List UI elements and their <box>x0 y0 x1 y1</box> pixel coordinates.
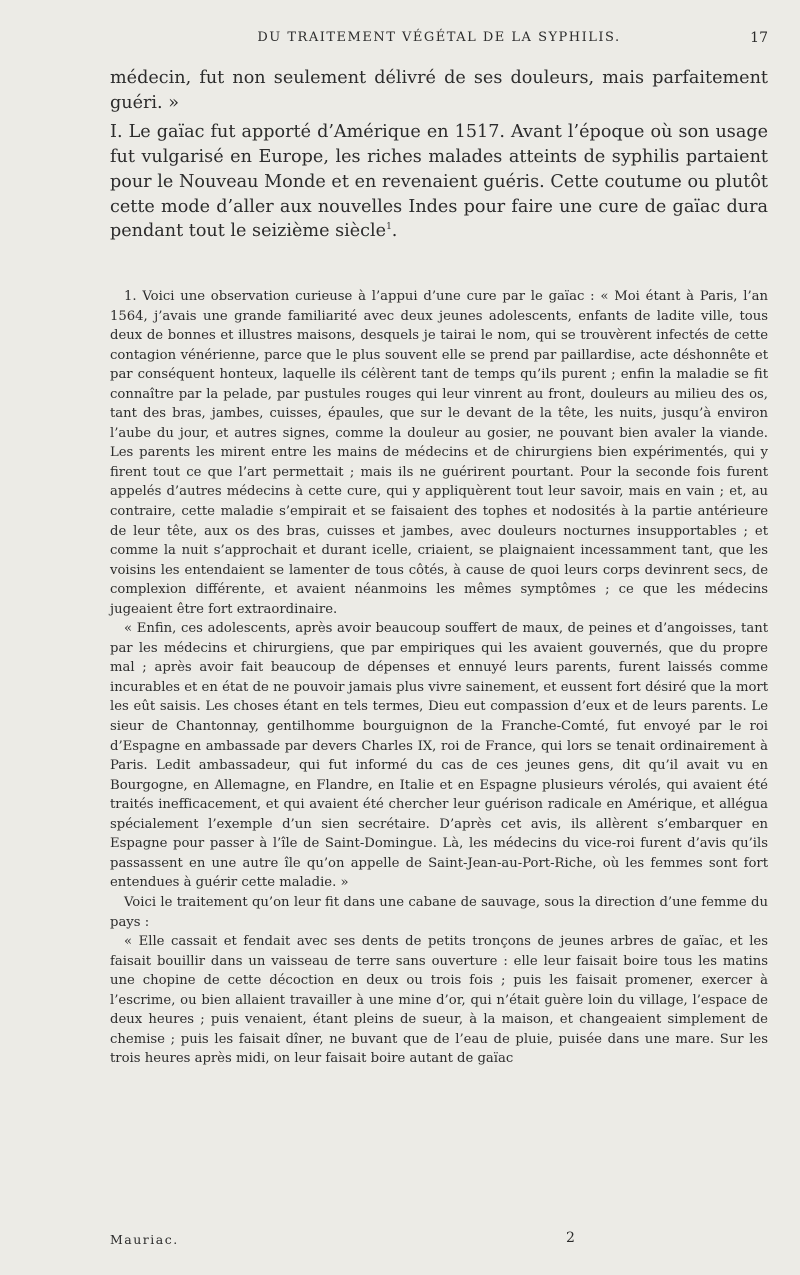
main-text <box>110 66 768 244</box>
main-paragraph <box>110 120 768 245</box>
page-number: 17 <box>750 30 768 46</box>
running-title: DU TRAITEMENT VÉGÉTAL DE LA SYPHILIS. <box>257 30 621 45</box>
footnote-paragraph-2: « Enfin, ces adolescents, après avoir beaucoup souffert de maux, de peines et d’angoisses, tant par les médecins et chirurgiens, que par empiriques qui les avaient gouvernés, que du propre mal ; après avoir fait beaucoup de dépenses et ennuyé leurs parents, furent laissés comme incurables et en état de ne pouvoir jamais plus vivre sainement, et eussent fort désiré que la mort les eût saisis. Les choses étant en tels termes, Dieu eut compassion d’eux et de leurs parents. Le sieur de Chantonnay, gentilhomme bourguignon de la Franche-Comté, fut envoyé par le roi d’Espagne en ambassade par devers Charles IX, roi de France, qui lors se tenait ordinairement à Paris. Ledit ambassadeur, qui fut informé du cas de ces jeunes gens, dit qu’il avait vu en Bourgogne, en Allemagne, en Flandre, en Italie et en Espagne plusieurs vérolés, qui avaient été traités inefficacement, et qui avaient été chercher leur guérison radicale en Amérique, et allégua spécialement l’exemple d’un sien secrétaire. D’après cet avis, ils allèrent s’embarquer en Espagne pour passer à l’île de Saint-Domingue. Là, les médecins du vice-roi furent d’avis qu’ils passassent en une autre île qu’on appelle de Saint-Jean-au-Port-Riche, où les femmes sont fort entendues à guérir cette maladie. » <box>110 621 768 891</box>
footnote <box>110 287 768 1069</box>
footnote-paragraph-3: Voici le traitement qu’on leur fit dans une cabane de sauvage, sous la direction d’une femme du pays : <box>110 894 768 930</box>
main-paragraph-period: . <box>391 221 398 242</box>
page-header <box>110 30 768 50</box>
main-paragraph-continued: médecin, fut non seulement délivré de ses douleurs, mais parfaitement guéri. » <box>110 68 768 113</box>
signature-author: Mauriac. <box>110 1232 179 1247</box>
footnote-marker: 1 <box>386 222 392 233</box>
page-footer <box>110 1232 768 1252</box>
signature-number: 2 <box>566 1230 575 1246</box>
footnote-paragraph-1: 1. Voici une observation curieuse à l’appui d’une cure par le gaïac : « Moi étant à Paris, l’an 1564, j’avais une grande familiarité avec deux jeunes adolescents, enfants de ladite ville, tous deux de bonnes et illustres maisons, desquels je tairai le nom, qui se trouvèrent infectés de cette contagion vénérienne, parce que le plus souvent elle se prend par paillardise, acte déshonnête et par conséquent honteux, laquelle ils célèrent tant de temps qu’ils purent ; enfin la maladie se fit connaître par la pelade, par pustules rouges qui leur vinrent au front, douleurs au milieu des os, tant des bras, jambes, cuisses, épaules, que sur le devant de la tête, les nuits, jusqu’à environ l’aube du jour, et autres signes, comme la douleur au gosier, ne pouvant bien avaler la viande. Les parents les mirent entre les mains de médecins et de chirurgiens bien expérimentés, qui y firent tout ce que l’art permettait ; mais ils ne guérirent pourtant. Pour la seconde fois furent appelés d’autres médecins à cette cure, qui y appliquèrent tout leur savoir, mais en vain ; et, au contraire, cette maladie s’empirait et se faisaient des tophes et nodosités à la partie antérieure de leur tête, aux os des bras, cuisses et jambes, avec douleurs nocturnes insupportables ; et comme la nuit s’approchait et durant icelle, criaient, se plaignaient incessamment tant, que les voisins les entendaient se lamenter de tous côtés, à cause de quoi leurs corps devinrent secs, de complexion différente, et avaient néanmoins les mêmes symptômes ; ce que les médecins jugeaient être fort extraordinaire. <box>110 289 768 617</box>
footnote-paragraph-4: « Elle cassait et fendait avec ses dents de petits tronçons de jeunes arbres de gaïac, et les faisait bouillir dans un vaisseau de terre sans ouverture : elle leur faisait boire tous les matins une chopine de cette décoction en deux ou trois fois ; puis les faisait promener, exercer à l’escrime, ou bien allaient travailler à une mine d’or, qui n’était guère loin du village, l’espace de deux heures ; puis venaient, étant pleins de sueur, à la maison, et changeaient simplement de chemise ; puis les faisait dîner, ne buvant que de l’eau de pluie, puisée dans une mare. Sur les trois heures après midi, on leur faisait boire autant de gaïac <box>110 934 768 1067</box>
main-paragraph-text: I. Le gaïac fut apporté d’Amérique en 1517. Avant l’époque où son usage fut vulgarisé en Europe, les riches malades atteints de syphilis partaient pour le Nouveau Monde et en revenaient guéris. Cette coutume ou plutôt cette mode d’aller aux nouvelles Indes pour faire une cure de gaïac dura pendant tout le seizième siècle <box>110 121 768 242</box>
